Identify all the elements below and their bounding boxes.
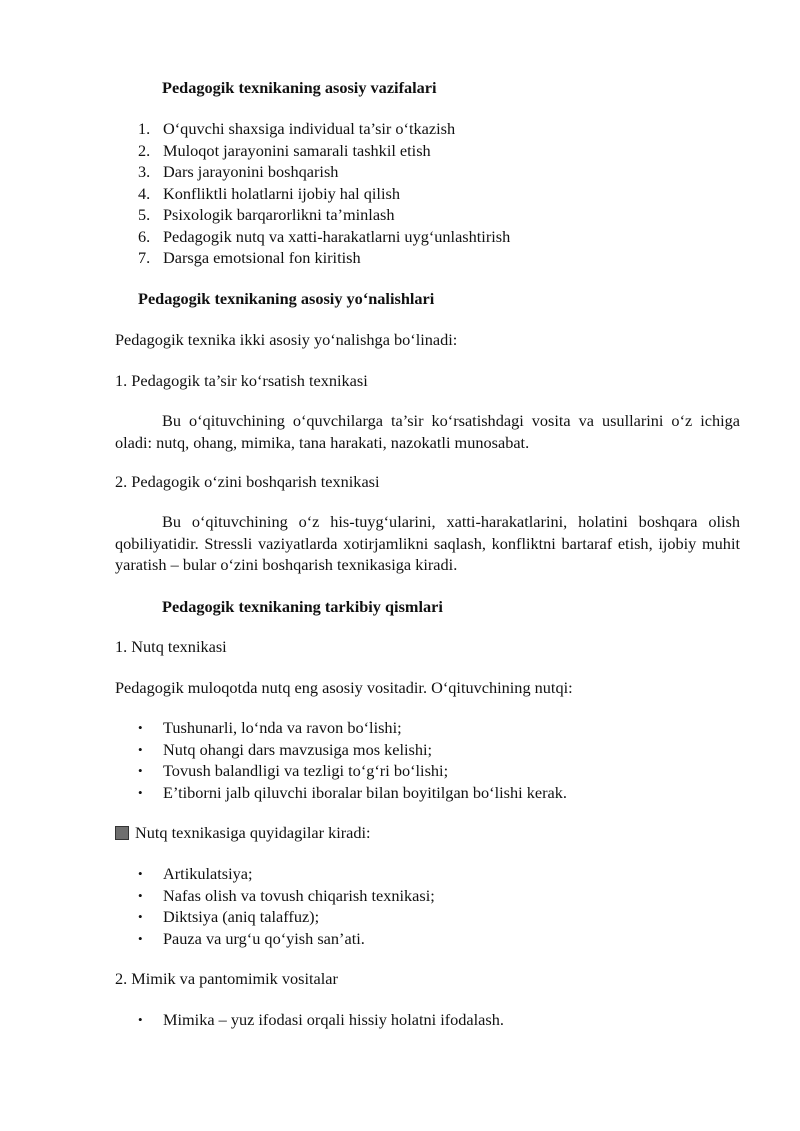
bullet-icon: • <box>138 784 143 800</box>
list-item-text: Darsga emotsional fon kiritish <box>163 248 361 267</box>
list-item-text: Nafas olish va tovush chiqarish texnikasi; <box>163 885 435 905</box>
list-item-text: Konfliktli holatlarni ijobiy hal qilish <box>163 183 400 203</box>
nutq-intro: Pedagogik muloqotda nutq eng asosiy vositadir. O‘qituvchining nutqi: <box>115 678 573 697</box>
subsection-title: 2. Pedagogik o‘zini boshqarish texnikasi <box>115 472 380 491</box>
bullet-icon: • <box>138 866 143 881</box>
yonalishlar-intro: Pedagogik texnika ikki asosiy yo‘nalishga bo‘linadi: <box>115 330 458 349</box>
list-item-text: Dars jarayonini boshqarish <box>163 162 339 181</box>
list-number: 3. <box>138 162 151 181</box>
section-heading-yonalishlari: Pedagogik texnikaning asosiy yo‘nalishlari <box>138 289 435 308</box>
list-number: 6. <box>138 226 151 246</box>
bullet-icon: • <box>138 887 143 903</box>
bullet-icon: • <box>138 763 143 778</box>
subsection-title: 1. Pedagogik ta’sir ko‘rsatish texnikasi <box>115 371 368 390</box>
bullet-icon: • <box>138 909 143 924</box>
list-item-text: Psixologik barqarorlikni ta’minlash <box>163 205 395 224</box>
list-number: 2. <box>138 140 151 160</box>
paragraph-ozini-boshqarish <box>115 511 740 576</box>
list-number: 4. <box>138 183 151 203</box>
bullet-icon: • <box>138 930 143 946</box>
list-number: 1. <box>138 119 151 138</box>
technique-intro <box>115 822 371 844</box>
section-heading-vazifalari: Pedagogik texnikaning asosiy vazifalari <box>162 78 437 97</box>
list-item-text: Nutq ohangi dars mavzusiga mos kelishi; <box>163 739 433 759</box>
list-item-text: Muloqot jarayonini samarali tashkil etish <box>163 140 431 160</box>
list-item-text: Pauza va urg‘u qo‘yish san’ati. <box>163 928 365 948</box>
list-item-text: Artikulatsiya; <box>163 864 253 883</box>
bullet-icon: • <box>138 720 143 735</box>
square-icon <box>115 826 129 840</box>
subsection-title: 1. Nutq texnikasi <box>115 637 227 656</box>
list-item-text: Tovush balandligi va tezligi to‘g‘ri bo‘lishi; <box>163 761 449 780</box>
list-item-text: Diktsiya (aniq talaffuz); <box>163 907 320 926</box>
technique-intro-text: Nutq texnikasiga quyidagilar kiradi: <box>135 823 371 842</box>
subsection-title: 2. Mimik va pantomimik vositalar <box>115 969 338 988</box>
paragraph-text: Bu o‘qituvchining o‘quvchilarga ta’sir ko‘rsatishdagi vosita va usullarini o‘z ichiga oladi: nutq, ohang, mimika, tana harakati, nazokatli munosabat. <box>115 411 740 452</box>
paragraph-tasir <box>115 410 740 453</box>
list-number: 5. <box>138 205 151 224</box>
list-number: 7. <box>138 248 151 267</box>
list-item-text: Mimika – yuz ifodasi orqali hissiy holatni ifodalash. <box>163 1010 504 1029</box>
section-heading-tarkibiy-qismlari: Pedagogik texnikaning tarkibiy qismlari <box>162 597 443 616</box>
bullet-icon: • <box>138 1012 143 1027</box>
list-item-text: E’tiborni jalb qiluvchi iboralar bilan boyitilgan bo‘lishi kerak. <box>163 782 567 802</box>
list-item-text: Tushunarli, lo‘nda va ravon bo‘lishi; <box>163 718 402 737</box>
paragraph-text: Bu o‘qituvchining o‘z his-tuyg‘ularini, xatti-harakatlarini, holatini boshqara olish qobiliyatidir. Stressli vaziyatlarda xotirjamlikni saqlash, konfliktni bartaraf etish, ijobiy muhit yaratish – bular o‘zini boshqarish texnikasiga kiradi. <box>115 512 740 574</box>
list-item-text: O‘quvchi shaxsiga individual ta’sir o‘tkazish <box>163 119 456 138</box>
list-item-text: Pedagogik nutq va xatti-harakatlarni uyg‘unlashtirish <box>163 226 511 246</box>
bullet-icon: • <box>138 741 143 757</box>
